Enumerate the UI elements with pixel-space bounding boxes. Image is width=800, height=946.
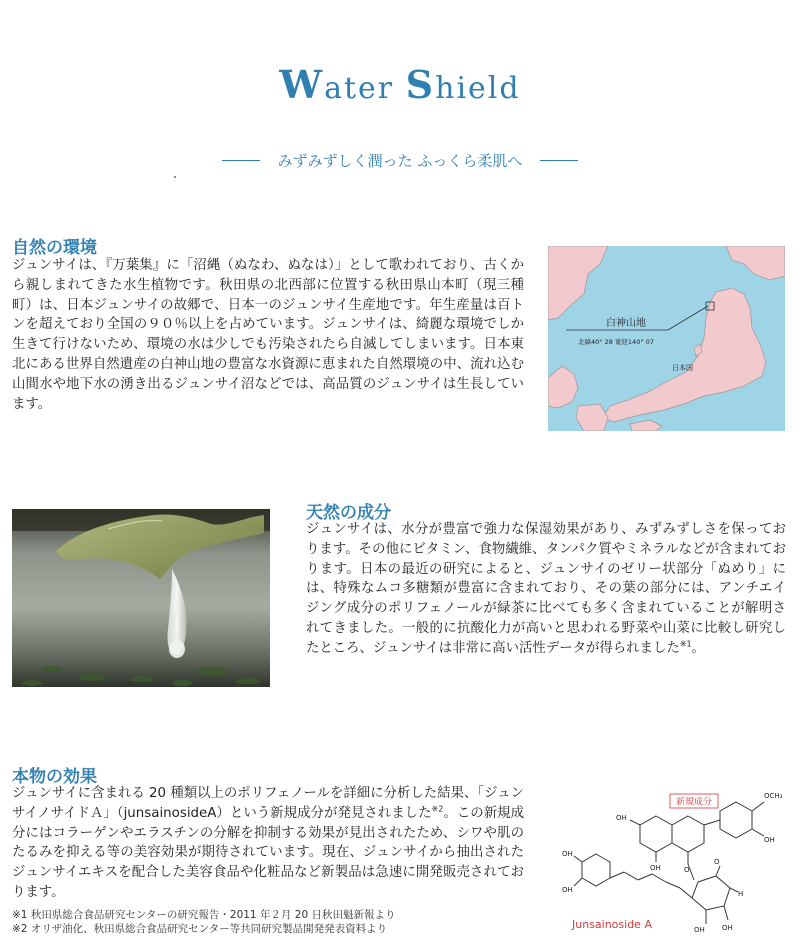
svg-text:OH: OH — [764, 836, 775, 844]
svg-text:OCH₃: OCH₃ — [764, 792, 783, 800]
section-body-effects: ジュンサイに含まれる 20 種類以上のポリフェノールを詳細に分析した結果、「ジュンサイノサイドＡ」（junsainosideA）という新規成分が発見されました$^{※2}$。この新規成分にはコラーゲンやエラスチンの分解を抑制する効果が見出されたため、シワや肌のたるみを抑える等の美容効果が期待されています。現在、ジュンサイから抽出されたジュンサイエキスを配合した美容食品や化粧品など新製品は急速に開発販売されております。 — [12, 786, 524, 900]
decorative-dot — [174, 176, 176, 178]
subtitle-rule-right — [540, 160, 578, 161]
section-body-ingredients: ジュンサイは、水分が豊富で強力な保湿効果があり、みずみずしさを保っております。その他にビタミン、食物繊維、タンパク質やミネラルなどが含まれております。日本の最近の研究によると、ジュンサイのゼリー状部分「ぬめり」には、特殊なムコ多糖類が豊富に含まれており、その葉の部分には、アンチエイジング成分のポリフェノールが緑茶に比べても多く含まれていることが解明されてきました。一般的に抗酸化力が高いと思われる野菜や山菜に比較し研究したところ、ジュンサイは非常に高い活性データが得られました$^{※1}$。 — [306, 522, 786, 656]
svg-text:O: O — [684, 866, 690, 874]
section-heading-environment: 自然の環境 — [12, 238, 97, 258]
footnote-2: ※2 オリザ油化、秋田県総合食品研究センター等共同研究製品開発発表資料より — [12, 923, 388, 935]
map-shirakami-image — [548, 246, 785, 431]
svg-text:OH: OH — [722, 924, 733, 932]
section-body-environment: ジュンサイは、『万葉集』に「沼縄（ぬなわ、ぬなは）」として歌われており、古くから親しまれてきた水生植物です。秋田県の北西部に位置する秋田県山本町（現三種町）は、日本ジュンサイの故郷で、日本一のジュンサイ生産地です。年生産量は百トンを超えており全国の９０％以上を占めています。ジュンサイは、綺麗な環境でしか生きて行けないため、環境の水は少しでも汚染されたら自滅してしまいます。日本東北にある世界自然遺産の白神山地の豊富な水資源に恵まれた自然環境の中、流れ込む山間水や地下水の湧き出るジュンサイ沼などでは、高品質のジュンサイは生長しています。 — [12, 258, 524, 412]
section-heading-ingredients: 天然の成分 — [306, 503, 391, 523]
svg-text:OH: OH — [650, 864, 661, 872]
new-component-badge: 新規成分 — [675, 797, 713, 808]
svg-text:OH: OH — [562, 850, 573, 858]
svg-text:OH: OH — [562, 886, 573, 894]
page-title: Water Shield — [279, 62, 521, 107]
section-heading-effects: 本物の効果 — [12, 767, 97, 787]
svg-text:OH: OH — [694, 926, 705, 934]
junsai-water-drop-photo — [12, 509, 270, 687]
compound-name: Junsainoside A — [572, 918, 652, 931]
map-label-country: 日本国 — [672, 364, 693, 372]
svg-text:O: O — [714, 858, 720, 866]
map-label-coords: 北緯40° 28 東経140° 07 — [578, 338, 654, 346]
svg-text:H: H — [738, 890, 744, 898]
subtitle-rule-left — [222, 160, 260, 161]
map-label-shirakami: 白神山地 — [606, 318, 646, 329]
page-subtitle — [0, 150, 800, 171]
subtitle-text: みずみずしく潤った ふっくら柔肌へ — [277, 152, 523, 170]
footnote-1: ※1 秋田県総合食品研究センターの研究報告・2011 年２月 20 日秋田魁新報より — [12, 909, 396, 921]
junsainoside-structure-diagram — [560, 780, 792, 940]
svg-text:OH: OH — [616, 814, 627, 822]
